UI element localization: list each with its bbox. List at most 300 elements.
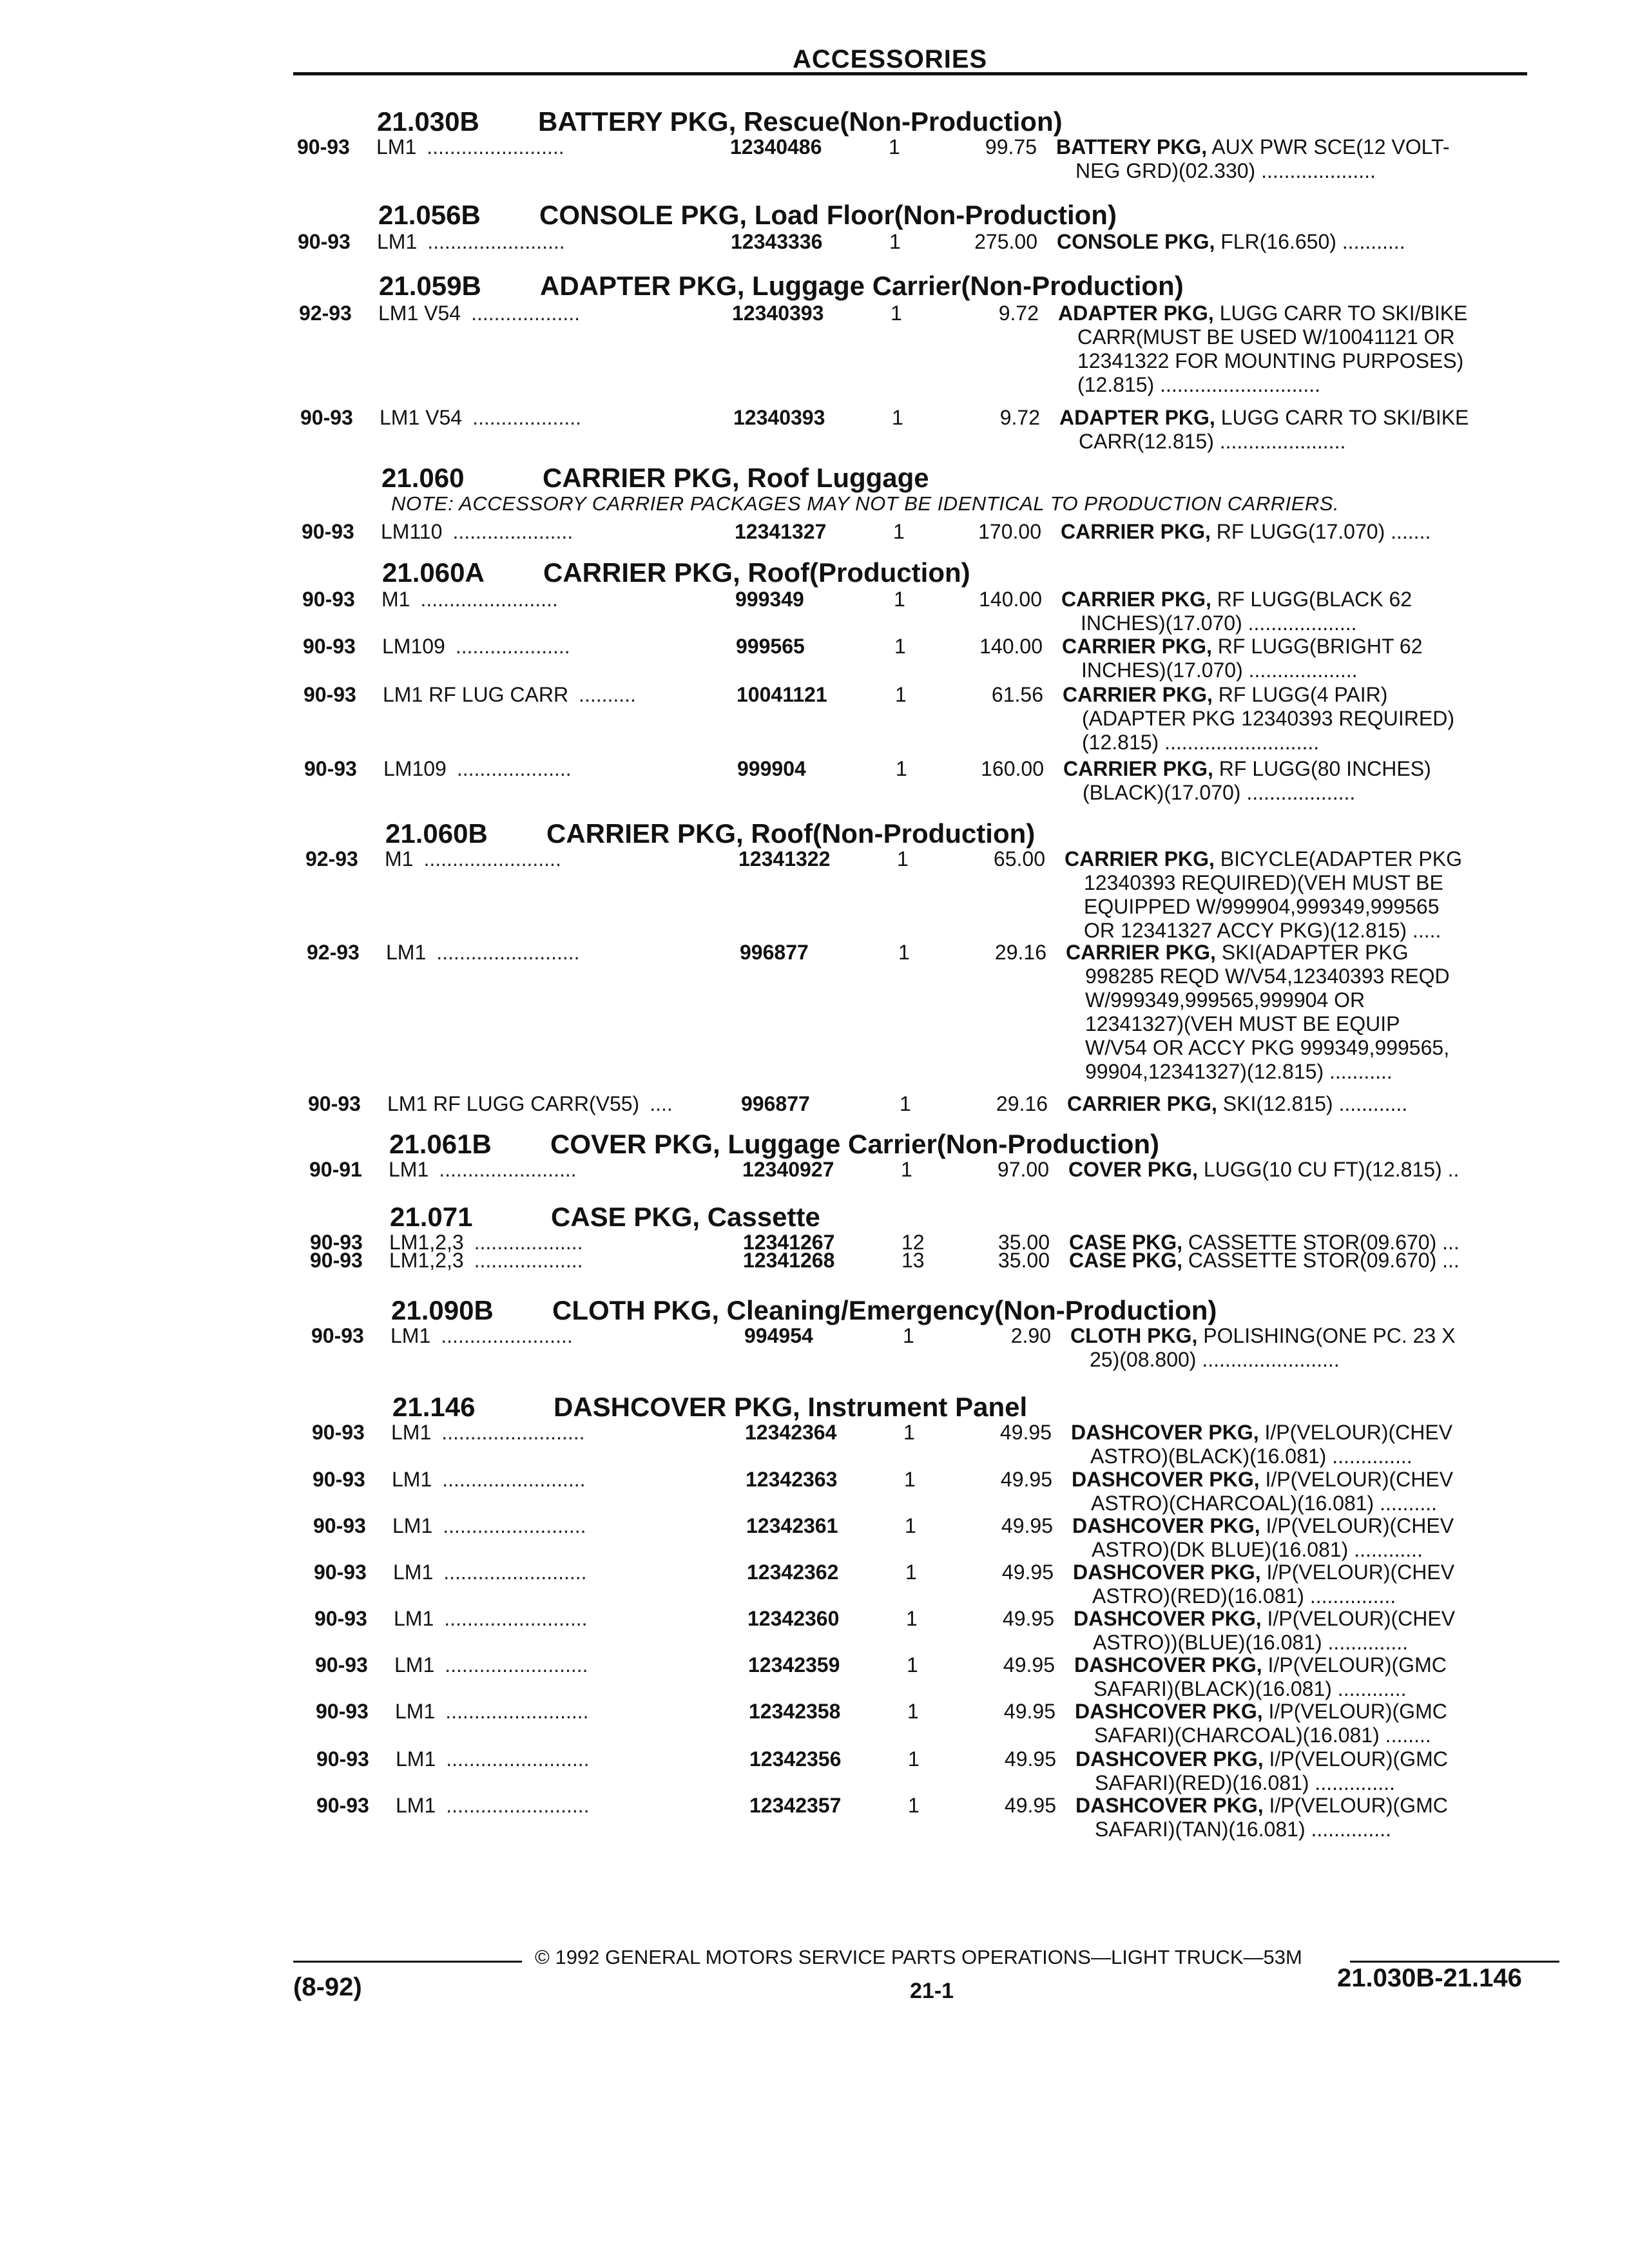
description-line (1063, 707, 1454, 731)
part-description (1074, 1653, 1447, 1701)
price: 49.95 (1003, 1700, 1055, 1723)
description-line (1061, 520, 1431, 544)
description-heading: CARRIER PKG, (1061, 588, 1211, 611)
price: 49.95 (1000, 1468, 1052, 1491)
description-heading: CARRIER PKG, (1063, 683, 1213, 706)
description-heading: CARRIER PKG, (1062, 635, 1212, 658)
price: 49.95 (1004, 1794, 1056, 1817)
model-code-text: LM110 (381, 520, 443, 543)
group-name-qualifier: PKG, Roof(Production) (666, 557, 970, 588)
price: 61.56 (991, 683, 1043, 706)
part-number: 12342363 (746, 1468, 838, 1491)
description-line (1066, 1060, 1450, 1084)
dot-leader: ................... (474, 1249, 583, 1272)
group-name-qualifier: PKG, Cleaning/Emergency(Non-Production) (645, 1295, 1217, 1325)
description-text: SAFARI)(TAN)(16.081) .............. (1095, 1818, 1391, 1841)
description-line (1061, 588, 1412, 611)
price: 9.72 (999, 406, 1040, 429)
part-number: 12341322 (738, 847, 831, 870)
model-code (385, 847, 561, 871)
part-number: 996877 (740, 941, 809, 964)
quantity: 1 (905, 1561, 917, 1584)
model-code (394, 1607, 588, 1631)
description-text: 99904,12341327)(12.815) ........... (1085, 1060, 1393, 1083)
price: 65.00 (993, 847, 1045, 870)
model-years: 90-93 (308, 1092, 361, 1115)
part-number: 999349 (735, 588, 804, 611)
model-years: 90-93 (310, 1249, 363, 1272)
part-description (1059, 406, 1469, 454)
description-line (1067, 1092, 1407, 1116)
description-heading: ADAPTER PKG, (1059, 406, 1215, 429)
price: 9.72 (998, 302, 1039, 325)
model-code (396, 1794, 590, 1818)
group-name (539, 200, 1117, 231)
group-name-primary: CONSOLE (539, 200, 673, 230)
footer-date: (8-92) (293, 1973, 362, 2001)
model-code-text: LM1 (389, 1158, 429, 1181)
model-code (381, 588, 558, 611)
dot-leader: ........................ (423, 847, 561, 870)
price: 49.95 (1003, 1653, 1055, 1677)
model-code-text: LM109 (382, 635, 445, 658)
description-text: RF LUGG(BRIGHT 62 (1211, 635, 1423, 658)
price: 35.00 (998, 1249, 1050, 1272)
description-text: RF LUGG(4 PAIR) (1212, 683, 1388, 706)
part-description (1061, 588, 1412, 635)
description-line (1072, 1538, 1454, 1562)
group-number: 21.060B (385, 818, 488, 849)
model-code-text: LM1,2,3 (389, 1249, 464, 1272)
part-number: 12342364 (745, 1421, 837, 1444)
description-heading: CONSOLE PKG, (1057, 230, 1215, 253)
model-years: 90-93 (302, 520, 354, 543)
quantity: 1 (889, 230, 901, 253)
description-text: ASTRO)(DK BLUE)(16.081) ............ (1092, 1538, 1423, 1561)
price: 170.00 (978, 520, 1041, 543)
part-number: 12343336 (731, 230, 823, 253)
description-heading: CASE PKG, (1069, 1231, 1183, 1254)
part-number: 12341268 (743, 1249, 835, 1272)
group-name-qualifier: PKG, Load Floor(Non-Production) (673, 200, 1117, 230)
quantity: 1 (894, 635, 906, 658)
part-number: 12340927 (742, 1158, 834, 1181)
model-years: 92-93 (299, 302, 352, 325)
part-description (1056, 135, 1449, 183)
model-years: 90-93 (302, 588, 355, 611)
model-years: 90-93 (311, 1324, 364, 1347)
description-line (1075, 1771, 1448, 1795)
model-code (394, 1653, 588, 1677)
description-line (1058, 302, 1467, 325)
description-heading: ADAPTER PKG, (1058, 302, 1214, 325)
description-line (1074, 1607, 1455, 1631)
group-name-qualifier: PKG, Cassette (626, 1202, 820, 1232)
description-line (1074, 1653, 1447, 1677)
description-heading: BATTERY PKG, (1056, 135, 1208, 159)
dot-leader: ..................... (452, 520, 574, 543)
model-code (393, 1561, 587, 1584)
price: 275.00 (974, 230, 1037, 253)
description-line (1066, 1036, 1450, 1060)
description-line (1063, 731, 1454, 754)
model-code-text: LM1 (392, 1514, 433, 1537)
description-line (1062, 635, 1422, 658)
description-heading: COVER PKG, (1068, 1158, 1198, 1181)
quantity: 1 (901, 1158, 912, 1181)
description-line (1056, 135, 1449, 159)
description-line (1058, 349, 1467, 373)
group-name-primary: DASHCOVER (554, 1392, 727, 1422)
model-code (395, 1700, 589, 1724)
description-text: FLR(16.650) ........... (1215, 230, 1405, 253)
group-name (551, 1202, 820, 1233)
group-name-primary: CARRIER (543, 463, 666, 493)
quantity: 1 (898, 941, 910, 964)
model-code (391, 1421, 585, 1445)
model-code (392, 1514, 586, 1538)
part-description (1057, 230, 1405, 254)
group-number: 21.146 (392, 1392, 476, 1422)
quantity: 1 (896, 757, 907, 780)
group-name-primary: BATTERY (538, 106, 662, 137)
model-code-text: M1 (381, 588, 410, 611)
dot-leader: .................... (455, 635, 570, 658)
description-line (1063, 781, 1431, 805)
dot-leader: ................... (472, 406, 581, 429)
description-line (1070, 1324, 1455, 1348)
model-years: 90-91 (309, 1158, 362, 1181)
description-text: SAFARI)(BLACK)(16.081) ............ (1094, 1677, 1407, 1700)
model-code-text: LM1 (393, 1561, 434, 1584)
description-line (1075, 1747, 1448, 1771)
group-name-primary: CARRIER (546, 818, 670, 849)
part-description (1074, 1607, 1455, 1655)
header-rule (293, 72, 1527, 75)
description-heading: CARRIER PKG, (1065, 847, 1215, 870)
model-code-text: LM109 (383, 757, 447, 780)
description-text: I/P(VELOUR)(GMC (1263, 1747, 1448, 1771)
part-number: 12342360 (747, 1607, 840, 1630)
group-name (543, 557, 970, 588)
part-description (1069, 1249, 1460, 1273)
quantity: 1 (908, 1794, 920, 1817)
group-number: 21.060A (382, 557, 485, 588)
part-number: 12342359 (748, 1653, 840, 1677)
description-line (1070, 1348, 1455, 1372)
dot-leader: ......................... (446, 1794, 590, 1817)
description-text: I/P(VELOUR)(GMC (1262, 1700, 1447, 1723)
group-number: 21.059B (379, 271, 481, 301)
part-number: 12340393 (733, 406, 825, 429)
price: 97.00 (997, 1158, 1049, 1181)
description-text: ASTRO)(BLACK)(16.081) .............. (1090, 1445, 1412, 1468)
quantity: 1 (891, 302, 902, 325)
description-line (1065, 895, 1462, 919)
group-name (552, 1295, 1217, 1326)
model-code-text: LM1 (386, 941, 427, 964)
dot-leader: ........................ (427, 230, 565, 253)
part-number: 12342362 (747, 1561, 839, 1584)
model-code-text: LM1 V54 (380, 406, 463, 429)
part-number: 12341267 (743, 1231, 835, 1254)
part-number: 999565 (736, 635, 805, 658)
part-description (1072, 1468, 1453, 1515)
description-text: NEG GRD)(02.330) .................... (1075, 159, 1376, 182)
dot-leader: ........................ (420, 588, 558, 611)
part-number: 12342361 (746, 1514, 838, 1537)
part-number: 12341327 (735, 520, 827, 543)
description-line (1074, 1631, 1455, 1655)
description-heading: CASE PKG, (1069, 1249, 1183, 1272)
description-text: RF LUGG(80 INCHES) (1213, 757, 1431, 780)
description-line (1072, 1468, 1453, 1492)
description-line (1063, 683, 1454, 707)
description-text: EQUIPPED W/999904,999349,999565 (1084, 895, 1440, 918)
footer-section-range: 21.030B-21.146 (1337, 1964, 1522, 1992)
model-years: 90-93 (298, 230, 351, 253)
dot-leader: ......................... (444, 1607, 588, 1630)
model-code-text: LM1 (395, 1700, 436, 1723)
description-text: 998285 REQD W/V54,12340393 REQD (1085, 965, 1450, 988)
model-code (386, 941, 580, 965)
quantity: 1 (907, 1653, 918, 1677)
part-description (1075, 1700, 1447, 1747)
part-number: 12340486 (730, 135, 822, 159)
part-description (1065, 847, 1462, 943)
dot-leader: ......................... (443, 1561, 587, 1584)
group-name (543, 463, 929, 494)
description-text: 12341327)(VEH MUST BE EQUIP (1085, 1012, 1400, 1035)
description-line (1075, 1724, 1447, 1747)
part-description (1063, 683, 1454, 754)
model-years: 90-93 (300, 406, 353, 429)
model-code-text: LM1 (394, 1607, 434, 1630)
model-code-text: LM1 RF LUG CARR (383, 683, 569, 706)
description-line (1068, 1158, 1459, 1182)
description-line (1056, 159, 1449, 183)
price: 49.95 (1001, 1514, 1053, 1537)
model-code-text: LM1 (390, 1324, 431, 1347)
group-name-primary: COVER (550, 1129, 647, 1159)
description-line (1066, 965, 1450, 988)
footer-rule-right (1350, 1961, 1559, 1963)
footer-page-number: 21-1 (910, 1979, 954, 2003)
description-line (1066, 1012, 1450, 1036)
description-text: (12.815) ........................... (1082, 731, 1320, 754)
description-heading: DASHCOVER PKG, (1075, 1700, 1263, 1723)
dot-leader: ................... (471, 302, 580, 325)
part-description (1066, 941, 1450, 1084)
model-years: 90-93 (313, 1468, 365, 1491)
price: 49.95 (999, 1421, 1052, 1444)
group-name-primary: CLOTH (552, 1295, 646, 1325)
description-text: SKI(12.815) ............ (1217, 1092, 1408, 1115)
model-code (376, 135, 564, 159)
model-code (390, 1324, 573, 1348)
model-code-text: M1 (385, 847, 414, 870)
dot-leader: ......................... (446, 1747, 590, 1771)
part-description (1063, 757, 1431, 805)
model-years: 92-93 (307, 941, 360, 964)
quantity: 12 (901, 1231, 925, 1254)
group-name (550, 1129, 1159, 1160)
description-text: SAFARI)(RED)(16.081) .............. (1095, 1771, 1395, 1794)
description-text: CASSETTE STOR(09.670) ... (1182, 1231, 1460, 1254)
description-text: ASTRO)(CHARCOAL)(16.081) .......... (1091, 1492, 1437, 1515)
group-name (538, 106, 1063, 137)
quantity: 1 (903, 1324, 914, 1347)
description-text: I/P(VELOUR)(CHEV (1259, 1468, 1454, 1491)
price: 140.00 (979, 588, 1042, 611)
model-code (380, 406, 581, 430)
part-number: 12342357 (749, 1794, 842, 1817)
description-text: SKI(ADAPTER PKG (1215, 941, 1409, 964)
model-years: 90-93 (304, 757, 357, 780)
model-years: 90-93 (304, 683, 356, 706)
description-text: BICYCLE(ADAPTER PKG (1214, 847, 1462, 870)
description-heading: DASHCOVER PKG, (1074, 1653, 1262, 1677)
section-title: ACCESSORIES (793, 45, 988, 73)
quantity: 1 (903, 1421, 915, 1444)
description-text: ASTRO))(BLUE)(16.081) .............. (1093, 1631, 1408, 1654)
description-text: 12341322 FOR MOUNTING PURPOSES) (1077, 349, 1464, 372)
description-line (1061, 611, 1412, 635)
description-text: (12.815) ............................ (1077, 373, 1321, 396)
part-number: 999904 (737, 757, 806, 780)
description-heading: DASHCOVER PKG, (1071, 1421, 1259, 1444)
description-heading: DASHCOVER PKG, (1075, 1747, 1264, 1771)
group-name-qualifier: PKG, Luggage Carrier(Non-Production) (671, 271, 1184, 301)
group-number: 21.056B (378, 200, 481, 230)
group-name-primary: ADAPTER (540, 271, 671, 301)
group-name-primary: CASE (551, 1202, 626, 1232)
description-line (1065, 871, 1462, 895)
group-number: 21.071 (390, 1202, 473, 1232)
group-name (540, 271, 1184, 302)
model-years: 92-93 (305, 847, 358, 870)
model-years: 90-93 (297, 135, 350, 159)
description-line (1063, 757, 1431, 781)
price: 49.95 (1002, 1607, 1054, 1630)
description-text: I/P(VELOUR)(GMC (1262, 1653, 1447, 1677)
model-code (382, 635, 570, 658)
group-name-qualifier: PKG, Roof(Non-Production) (670, 818, 1036, 849)
model-years: 90-93 (314, 1607, 367, 1630)
description-heading: CARRIER PKG, (1063, 757, 1213, 780)
description-line (1075, 1794, 1448, 1818)
model-years: 90-93 (314, 1561, 367, 1584)
price: 29.16 (996, 1092, 1048, 1115)
part-description (1073, 1561, 1454, 1608)
quantity: 1 (907, 1700, 919, 1723)
part-description (1075, 1747, 1448, 1795)
quantity: 13 (901, 1249, 925, 1272)
dot-leader: ........................ (427, 135, 564, 159)
price: 29.16 (994, 941, 1046, 964)
description-line (1066, 988, 1450, 1012)
quantity: 1 (894, 588, 905, 611)
dot-leader: ......................... (441, 1421, 585, 1444)
description-text: POLISHING(ONE PC. 23 X (1197, 1324, 1456, 1347)
description-text: LUGG CARR TO SKI/BIKE (1215, 406, 1469, 429)
group-name (546, 818, 1035, 849)
dot-leader: ......................... (436, 941, 580, 964)
quantity: 1 (889, 135, 900, 159)
description-line (1059, 406, 1469, 430)
part-number: 996877 (741, 1092, 810, 1115)
dot-leader: ......................... (445, 1653, 588, 1677)
quantity: 1 (893, 520, 905, 543)
part-number: 12340393 (732, 302, 824, 325)
description-text: LUGG CARR TO SKI/BIKE (1213, 302, 1468, 325)
model-code-text: LM1 (394, 1653, 435, 1677)
model-code (396, 1747, 590, 1771)
footer-copyright: © 1992 GENERAL MOTORS SERVICE PARTS OPERATIONS—LIGHT TRUCK—53M (535, 1946, 1302, 1968)
part-description (1071, 1421, 1452, 1468)
description-line (1072, 1514, 1454, 1538)
description-heading: DASHCOVER PKG, (1072, 1468, 1260, 1491)
description-text: CASSETTE STOR(09.670) ... (1182, 1249, 1460, 1272)
description-text: I/P(VELOUR)(CHEV (1258, 1421, 1453, 1444)
quantity: 1 (905, 1514, 916, 1537)
model-years: 90-93 (310, 1231, 363, 1254)
quantity: 1 (897, 847, 909, 870)
description-line (1073, 1561, 1454, 1584)
part-description (1067, 1092, 1407, 1116)
description-line (1074, 1677, 1447, 1701)
dot-leader: .... (650, 1092, 673, 1115)
model-years: 90-93 (313, 1514, 366, 1537)
part-number: 12342356 (749, 1747, 842, 1771)
description-text: W/999349,999565,999904 OR (1085, 988, 1365, 1012)
price: 140.00 (979, 635, 1043, 658)
part-description (1070, 1324, 1455, 1372)
part-description (1058, 302, 1467, 397)
quantity: 1 (892, 406, 903, 429)
description-line (1059, 430, 1469, 454)
group-name-qualifier: PKG, Rescue(Non-Production) (662, 106, 1063, 137)
description-line (1058, 373, 1467, 397)
description-heading: DASHCOVER PKG, (1073, 1561, 1261, 1584)
description-line (1075, 1818, 1448, 1841)
description-line (1058, 325, 1467, 349)
model-code-text: LM1 RF LUGG CARR(V55) (387, 1092, 640, 1115)
model-code (389, 1249, 583, 1273)
description-text: INCHES)(17.070) ................... (1081, 611, 1357, 635)
quantity: 1 (904, 1468, 916, 1491)
quantity: 1 (895, 683, 907, 706)
description-text: 12340393 REQUIRED)(VEH MUST BE (1084, 871, 1443, 894)
model-code-text: LM1,2,3 (389, 1231, 464, 1254)
description-text: 25)(08.800) ........................ (1090, 1348, 1340, 1371)
group-name-qualifier: PKG, Instrument Panel (726, 1392, 1028, 1422)
description-heading: CARRIER PKG, (1061, 520, 1211, 543)
description-text: AUX PWR SCE(12 VOLT- (1207, 135, 1450, 159)
quantity: 1 (908, 1747, 920, 1771)
model-code-text: LM1 (396, 1794, 436, 1817)
model-years: 90-93 (312, 1421, 365, 1444)
model-code (377, 230, 565, 254)
group-number: 21.061B (389, 1129, 492, 1159)
part-number: 12342358 (749, 1700, 841, 1723)
dot-leader: .................... (456, 757, 572, 780)
part-number: 10041121 (737, 683, 827, 706)
model-years: 90-93 (303, 635, 356, 658)
description-text: RF LUGG(BLACK 62 (1211, 588, 1412, 611)
description-text: I/P(VELOUR)(CHEV (1260, 1514, 1454, 1537)
model-code-text: LM1 (376, 135, 417, 159)
